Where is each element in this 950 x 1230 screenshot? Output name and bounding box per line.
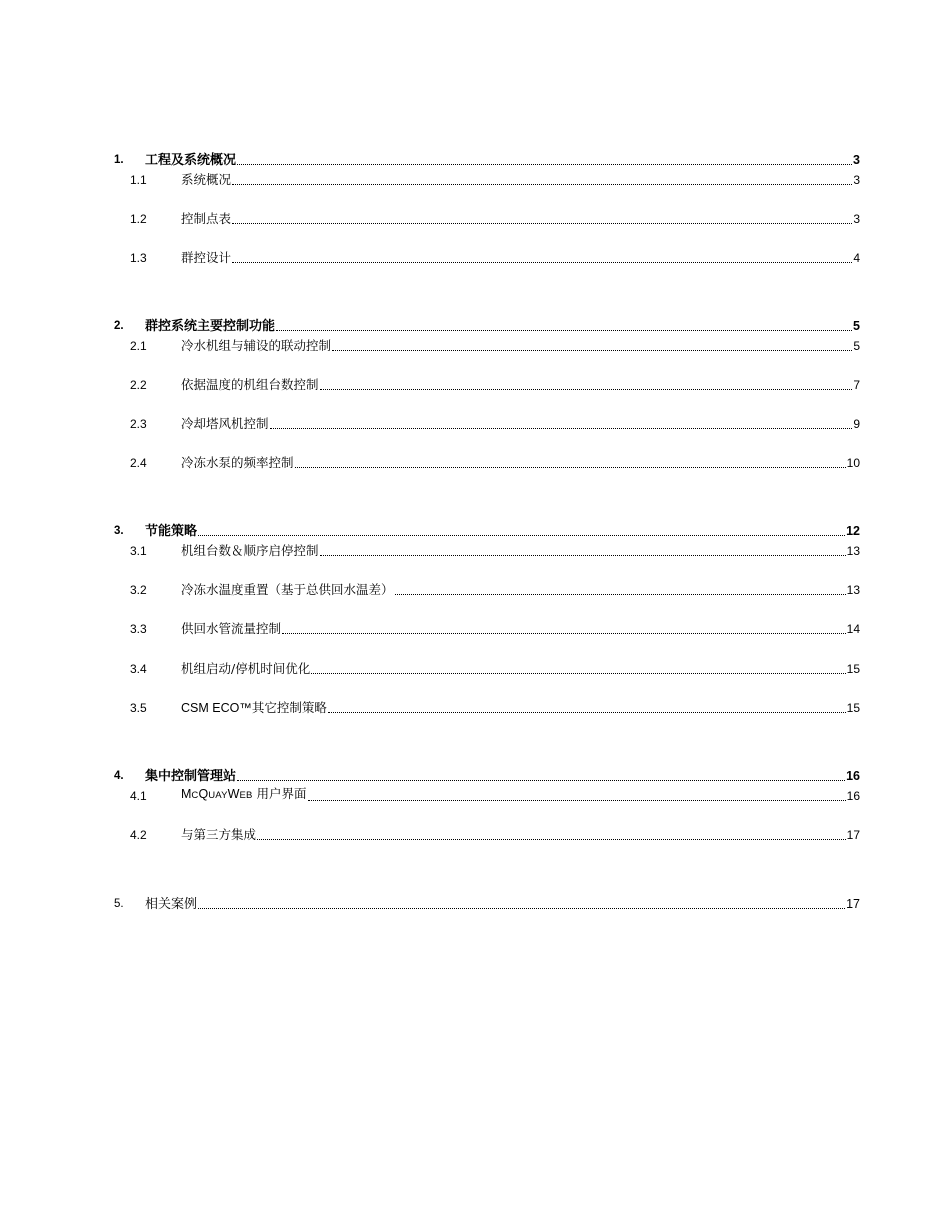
toc-page-number: 4 (853, 251, 860, 265)
dot-leader (198, 535, 845, 536)
toc-title: 群控设计 (181, 250, 232, 265)
toc-page-number: 15 (846, 662, 860, 676)
toc-entry-1-2[interactable] (114, 211, 860, 227)
dot-leader (198, 908, 845, 909)
title-part: EB (239, 790, 253, 801)
toc-entry-1-1[interactable] (114, 172, 860, 188)
toc-title: 冷冻水泵的频率控制 (181, 455, 294, 470)
toc-page-number: 14 (846, 622, 860, 636)
toc-entry-2-4[interactable] (114, 455, 860, 471)
toc-title: 节能策略 (145, 523, 198, 538)
toc-title: CSM ECO™其它控制策略 (181, 701, 327, 715)
toc-page-number: 17 (846, 828, 860, 842)
toc-entry-2-2[interactable] (114, 377, 860, 393)
toc-title: 集中控制管理站 (145, 768, 237, 783)
toc-number: 1. (114, 154, 124, 166)
toc-number: 5. (114, 898, 124, 910)
toc-page-number: 3 (853, 153, 860, 167)
toc-page-number: 15 (846, 701, 860, 715)
toc-title: 控制点表 (181, 211, 232, 226)
toc-number: 2.3 (130, 417, 147, 431)
toc-entry-section-3[interactable] (114, 523, 860, 539)
toc-entry-3-5[interactable] (114, 700, 860, 716)
toc-page-number: 5 (853, 319, 860, 333)
dot-leader (332, 350, 852, 351)
dot-leader (311, 673, 845, 674)
toc-page-number: 5 (853, 339, 860, 353)
toc-page-number: 3 (853, 173, 860, 187)
toc-number: 4.2 (130, 828, 147, 842)
toc-number: 1.2 (130, 212, 147, 226)
toc-title: 与第三方集成 (181, 827, 257, 842)
title-part: C (191, 790, 199, 801)
toc-number: 3. (114, 525, 124, 537)
toc-number: 3.2 (130, 583, 147, 597)
toc-page-number: 7 (853, 378, 860, 392)
toc-entry-4-1[interactable] (114, 788, 860, 804)
toc-number: 2.2 (130, 378, 147, 392)
toc-title: 机组启动/停机时间优化 (181, 661, 311, 676)
toc-number: 3.3 (130, 622, 147, 636)
toc-title: 冷却塔风机控制 (181, 416, 269, 431)
dot-leader (276, 330, 852, 331)
dot-leader (237, 164, 852, 165)
toc-page-number: 16 (846, 769, 860, 783)
toc-entry-section-2[interactable] (114, 318, 860, 334)
toc-title: 相关案例 (145, 896, 198, 911)
toc-page-number: 10 (846, 456, 860, 470)
toc-page-number: 13 (846, 544, 860, 558)
toc-number: 2. (114, 320, 124, 332)
dot-leader (232, 184, 852, 185)
dot-leader (257, 839, 846, 840)
title-part: W (227, 787, 240, 801)
toc-entry-2-3[interactable] (114, 416, 860, 432)
toc-page-number: 9 (853, 417, 860, 431)
toc-number: 3.1 (130, 544, 147, 558)
toc-page-number: 16 (846, 789, 860, 803)
toc-entry-section-4[interactable] (114, 768, 860, 784)
dot-leader (270, 428, 853, 429)
dot-leader (232, 262, 852, 263)
toc-title-mcquayweb (181, 786, 307, 804)
toc-entry-3-1[interactable] (114, 543, 860, 559)
toc-number: 3.5 (130, 701, 147, 715)
toc-title: 系统概况 (181, 172, 232, 187)
title-part: Q (198, 787, 209, 801)
toc-title: 工程及系统概况 (145, 152, 237, 167)
dot-leader (232, 223, 852, 224)
toc-entry-2-1[interactable] (114, 338, 860, 354)
toc-number: 1.1 (130, 173, 147, 187)
toc-entry-section-5[interactable] (114, 896, 860, 912)
title-part: 用户界面 (252, 786, 307, 801)
toc-title: 群控系统主要控制功能 (145, 318, 276, 333)
title-part: UAY (208, 790, 228, 801)
toc-entry-1-3[interactable] (114, 250, 860, 266)
toc-entry-3-3[interactable] (114, 621, 860, 637)
toc-number: 3.4 (130, 662, 147, 676)
toc-title: 依据温度的机组台数控制 (181, 377, 319, 392)
toc-page-number: 17 (846, 897, 860, 911)
toc-entry-section-1[interactable] (114, 152, 860, 168)
toc-entry-4-2[interactable] (114, 827, 860, 843)
toc-number: 4.1 (130, 789, 147, 803)
toc-title: 机组台数＆顺序启停控制 (181, 543, 319, 558)
toc-entry-3-2[interactable] (114, 582, 860, 598)
dot-leader (308, 800, 846, 801)
toc-number: 2.1 (130, 339, 147, 353)
toc-page-number: 12 (846, 524, 860, 538)
toc-title: 冷冻水温度重置（基于总供回水温差） (181, 582, 394, 597)
dot-leader (320, 389, 853, 390)
toc-number: 4. (114, 770, 124, 782)
toc-number: 2.4 (130, 456, 147, 470)
dot-leader (237, 780, 845, 781)
toc-entry-3-4[interactable] (114, 661, 860, 677)
dot-leader (282, 633, 846, 634)
toc-page-number: 3 (853, 212, 860, 226)
title-part: M (181, 787, 192, 801)
toc-title: 供回水管流量控制 (181, 621, 282, 636)
dot-leader (320, 555, 846, 556)
toc-title: 冷水机组与辅设的联动控制 (181, 338, 332, 353)
dot-leader (328, 712, 846, 713)
toc-page-number: 13 (846, 583, 860, 597)
toc-number: 1.3 (130, 251, 147, 265)
dot-leader (295, 467, 846, 468)
dot-leader (395, 594, 846, 595)
